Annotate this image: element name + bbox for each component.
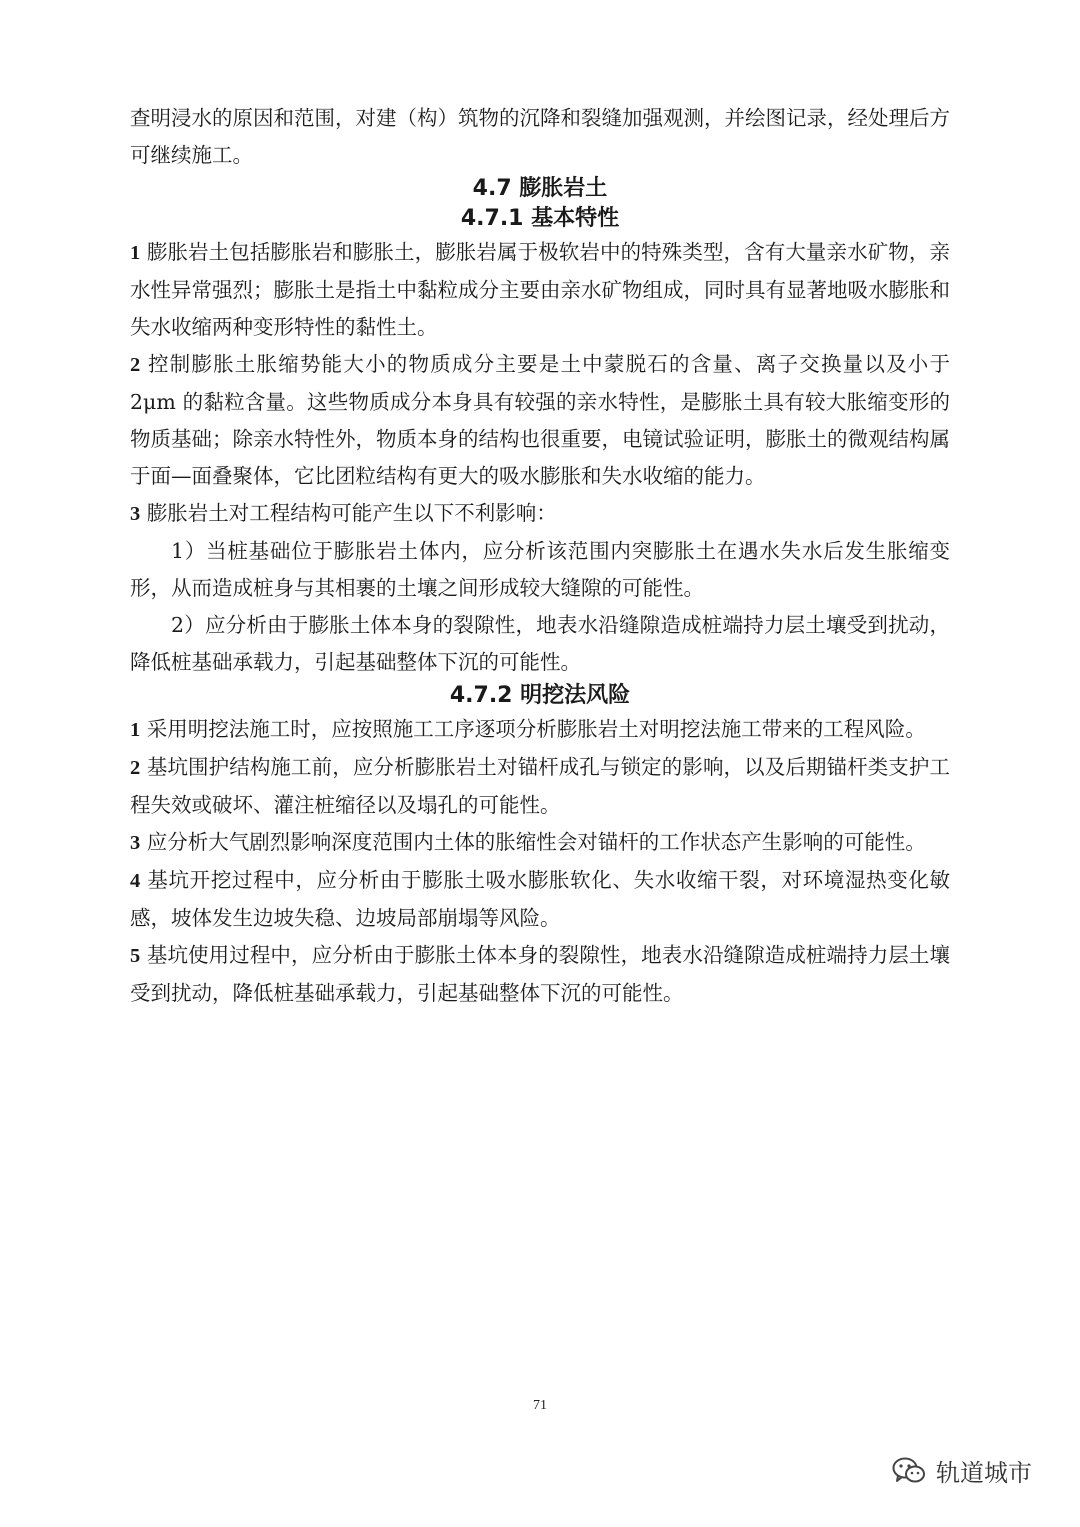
item-number: 3 — [130, 503, 141, 525]
list-item — [130, 711, 950, 749]
list-item — [130, 346, 950, 495]
list-item — [130, 862, 950, 937]
section-4-7-1-heading: 4.7.1 基本特性 — [460, 206, 620, 231]
item-number: 2 — [130, 757, 141, 779]
item-text: 采用明挖法施工时，应按照施工工序逐项分析膨胀岩土对明挖法施工带来的工程风险。 — [140, 717, 926, 741]
item-text: 控制膨胀土胀缩势能大小的物质成分主要是土中蒙脱石的含量、离子交换量以及小于2μm 的黏粒含量。这些物质成分本身具有较强的亲水特性，是膨胀土具有较大胀缩变形的物质基础；除亲水特性外，物质本身的结构也很重要，电镜试验证明，膨胀土的微观结构属于面—面叠聚体，它比团粒结构有更大的吸水膨胀和失水收缩的能力。 — [130, 352, 950, 488]
section-4-7-2-heading: 4.7.2 明挖法风险 — [449, 683, 631, 708]
sub-item: 2）应分析由于膨胀土体本身的裂隙性，地表水沿缝隙造成桩端持力层土壤受到扰动，降低桩基础承载力，引起基础整体下沉的可能性。 — [130, 613, 950, 674]
item-number: 1 — [130, 242, 141, 264]
item-number: 5 — [130, 945, 141, 967]
page-number: 71 — [533, 1398, 547, 1413]
watermark — [892, 1453, 1032, 1488]
list-item — [130, 234, 950, 346]
list-item — [130, 495, 950, 533]
sub-item: 1）当桩基础位于膨胀岩土体内，应分析该范围内突膨胀土在遇水失水后发生胀缩变形，从而造成桩身与其相裹的土壤之间形成较大缝隙的可能性。 — [130, 539, 950, 600]
list-item — [130, 937, 950, 1012]
item-text: 膨胀岩土对工程结构可能产生以下不利影响： — [140, 501, 557, 525]
item-text: 基坑围护结构施工前，应分析膨胀岩土对锚杆成孔与锁定的影响，以及后期锚杆类支护工程失效或破坏、灌注桩缩径以及塌孔的可能性。 — [130, 755, 950, 817]
item-text: 基坑使用过程中，应分析由于膨胀土体本身的裂隙性，地表水沿缝隙造成桩端持力层土壤受到扰动，降低桩基础承载力，引起基础整体下沉的可能性。 — [130, 943, 950, 1005]
watermark-text: 轨道城市 — [936, 1459, 1032, 1487]
item-number: 2 — [130, 354, 141, 376]
intro-paragraph: 查明浸水的原因和范围，对建（构）筑物的沉降和裂缝加强观测，并绘图记录，经处理后方可继续施工。 — [130, 106, 950, 167]
wechat-icon — [892, 1457, 926, 1485]
list-item — [130, 824, 950, 862]
item-text: 应分析大气剧烈影响深度范围内土体的胀缩性会对锚杆的工作状态产生影响的可能性。 — [140, 830, 926, 854]
item-text: 膨胀岩土包括膨胀岩和膨胀土，膨胀岩属于极软岩中的特殊类型，含有大量亲水矿物，亲水性异常强烈；膨胀土是指土中黏粒成分主要由亲水矿物组成，同时具有显著地吸水膨胀和失水收缩两种变形特性的黏性土。 — [130, 240, 950, 339]
document-page — [130, 100, 950, 1012]
item-number: 3 — [130, 832, 141, 854]
item-text: 基坑开挖过程中，应分析由于膨胀土吸水膨胀软化、失水收缩干裂，对环境湿热变化敏感，坡体发生边坡失稳、边坡局部崩塌等风险。 — [130, 868, 950, 930]
item-number: 4 — [130, 870, 141, 892]
section-4-7-heading: 4.7 膨胀岩土 — [472, 176, 608, 201]
item-number: 1 — [130, 719, 141, 741]
list-item — [130, 749, 950, 824]
